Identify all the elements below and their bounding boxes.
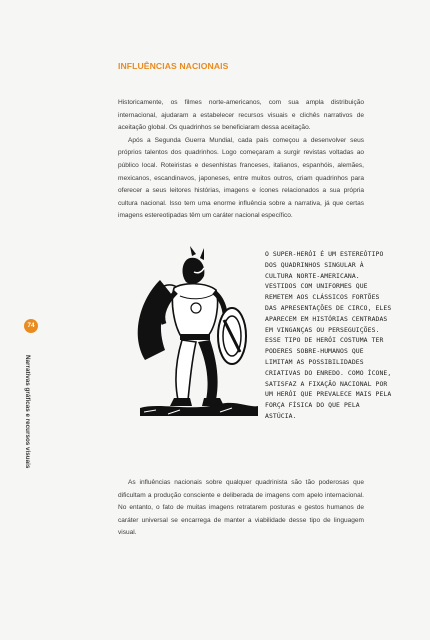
outro-paragraph: As influências nacionais sobre qualquer quadrinista são tão poderosas que dificultam a produção consciente e deliberada de imagens com apelo internacional. No entanto, o fato de muitas imagens retratarem posturas e gestos humanos de caráter universal se encarrega de manter a viabilidade desse tipo de linguagem visual. — [118, 479, 364, 537]
page-number-badge: 74 — [24, 319, 38, 333]
section-title: INFLUÊNCIAS NACIONAIS — [118, 61, 229, 71]
outro-text — [118, 477, 364, 540]
running-head: Narrativas gráficas e recursos visuais — [24, 355, 31, 469]
superhero-illustration — [120, 240, 260, 420]
figure-caption: O SUPER-HERÓI É UM ESTEREÓTIPO DOS QUADRINHOS SINGULAR À CULTURA NORTE-AMERICANA. VESTIDOS COM UNIFORMES QUE REMETEM AOS CLÁSSICOS FORTÕES DAS APRESENTAÇÕES DE CIRCO, ELES APARECEM EM HISTÓRIAS CENTRADAS EM VINGANÇAS OU PERSEGUIÇÕES. ESSE TIPO DE HERÓI COSTUMA TER PODERES SOBRE-HUMANOS QUE LIMITAM AS POSSIBILIDADES CRIATIVAS DO ENREDO. COMO ÍCONE, SATISFAZ A FIXAÇÃO NACIONAL POR UM HERÓI QUE PREVALECE MAIS PELA FORÇA FÍSICA DO QUE PELA ASTÚCIA. — [265, 250, 392, 420]
intro-paragraph: Após a Segunda Guerra Mundial, cada país começou a desenvolver seus próprios talentos dos quadrinhos. Logo começaram a surgir revistas voltadas ao público local. Roteiristas e desenhistas franceses, italianos, espanhóis, alemães, mexicanos, escandinavos, japoneses, entre muitos outros, criam quadrinhos para oferecer a seus leitores histórias, imagens e ícones relacionados a sua própria cultura nacional. Isso tem uma enorme influência sobre a narrativa, já que certas imagens estereotipadas têm um caráter nacional específico. — [118, 136, 364, 220]
intro-text — [118, 97, 364, 223]
intro-paragraph: Historicamente, os filmes norte-americanos, com sua ampla distribuição internacional, ajudaram a estabelecer recursos visuais e clichês narrativos de aceitação global. Os quadrinhos se beneficiaram dessa aceitação. — [118, 99, 364, 132]
